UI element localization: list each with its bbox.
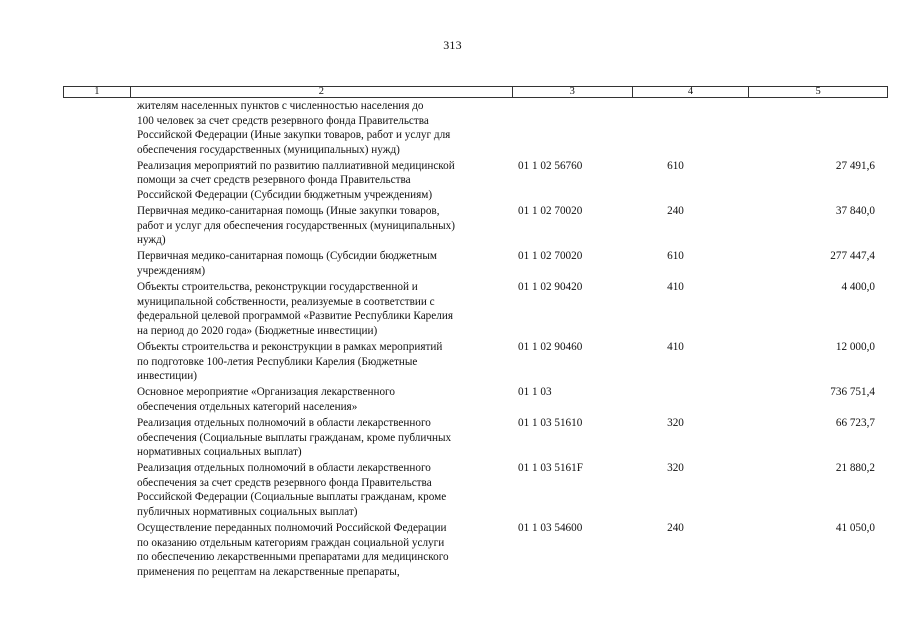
row-amount: 27 491,6 [835, 159, 875, 172]
row-code: 01 1 02 90460 [518, 341, 583, 353]
row-name: Реализация отдельных полномочий в области лекарственного обеспечения за счет средств резервного фонда Правительства Российской Федерации (Социальные выплаты гражданам, кроме публичных нормативных социальных выплат) [137, 462, 447, 519]
row-type: 240 [667, 205, 684, 218]
row-name: Реализация мероприятий по развитию паллиативной медицинской помощи за счет средств резервного фонда Правительства Российской Федерации (Субсидии бюджетным учреждениям) [137, 159, 455, 202]
row-amount [698, 99, 875, 157]
row-amount: 21 880,2 [835, 462, 875, 475]
row-code: 01 1 02 70020 [518, 250, 583, 263]
row-amount: 66 723,7 [835, 416, 875, 429]
row-name: Осуществление переданных полномочий Российской Федерации по оказанию отдельным категориям граждан социальной услуги по обеспечению лекарственными препаратами для медицинского применения по рецептам на лекарственные препараты, [137, 522, 449, 578]
table-body [0, 99, 905, 581]
row-name: Объекты строительства, реконструкции государственной и муниципальной собственности, реализуемые в соответствии с федеральной целевой программой «Развитие Республики Карелия на период до 2020 года» (Бюджетные инвестиции) [137, 281, 453, 337]
row-amount: 4 400,0 [841, 281, 875, 294]
table-row [0, 159, 905, 203]
row-amount: 12 000,0 [835, 341, 875, 353]
table-row [0, 204, 905, 248]
table-header-row [63, 86, 888, 98]
row-type: 240 [667, 522, 684, 535]
row-code: 01 1 03 5161F [518, 462, 583, 475]
column-header-2: 2 [131, 87, 513, 97]
row-code [518, 99, 643, 157]
column-header-4: 4 [633, 87, 750, 97]
row-name: Основное мероприятие «Организация лекарственного обеспечения отдельных категорий населения» [137, 386, 395, 413]
row-code: 01 1 03 51610 [518, 416, 583, 429]
row-amount: 37 840,0 [835, 205, 875, 218]
row-name: Первичная медико-санитарная помощь (Иные закупки товаров, работ и услуг для обеспечения государственных (муниципальных) нужд) [137, 205, 456, 247]
table-row [0, 385, 905, 414]
row-code: 01 1 02 90420 [518, 281, 583, 294]
row-type: 320 [667, 462, 684, 475]
row-type: 320 [667, 416, 684, 429]
row-code: 01 1 02 70020 [518, 205, 583, 218]
row-code: 01 1 03 54600 [518, 522, 583, 535]
row-amount: 41 050,0 [835, 522, 875, 535]
row-amount: 736 751,4 [830, 386, 875, 399]
table-row [0, 461, 905, 519]
row-type: 410 [667, 281, 684, 294]
column-header-5: 5 [815, 86, 821, 97]
column-header-1: 1 [64, 87, 131, 97]
row-type: 610 [667, 250, 684, 263]
row-type: 410 [667, 341, 684, 353]
table-row [0, 99, 905, 157]
table-row [0, 521, 905, 579]
row-name: Первичная медико-санитарная помощь (Субсидии бюджетным учреждениям) [137, 250, 437, 278]
row-amount: 277 447,4 [830, 250, 875, 263]
row-name: Объекты строительства и реконструкции в рамках мероприятий по подготовке 100-летия Республики Карелия (Бюджетные инвестиции) [137, 341, 443, 383]
row-name: жителям населенных пунктов с численностью населения до 100 человек за счет средств резервного фонда Правительства Российской Федерации (Иные закупки товаров, работ и услуг для обеспечения государственных (муниципальных) нужд) [137, 100, 451, 156]
row-type: 610 [667, 159, 684, 172]
table-row [0, 416, 905, 460]
row-code: 01 1 02 56760 [518, 159, 583, 172]
column-header-3: 3 [513, 87, 633, 97]
table-row [0, 249, 905, 278]
table-row [0, 340, 905, 384]
page-number: 313 [443, 38, 462, 52]
row-code: 01 1 03 [518, 386, 552, 399]
table-row [0, 280, 905, 338]
row-name: Реализация отдельных полномочий в области лекарственного обеспечения (Социальные выплаты гражданам, кроме публичных нормативных социальных выплат) [137, 416, 452, 459]
row-type [653, 99, 698, 157]
row-type [653, 385, 698, 414]
